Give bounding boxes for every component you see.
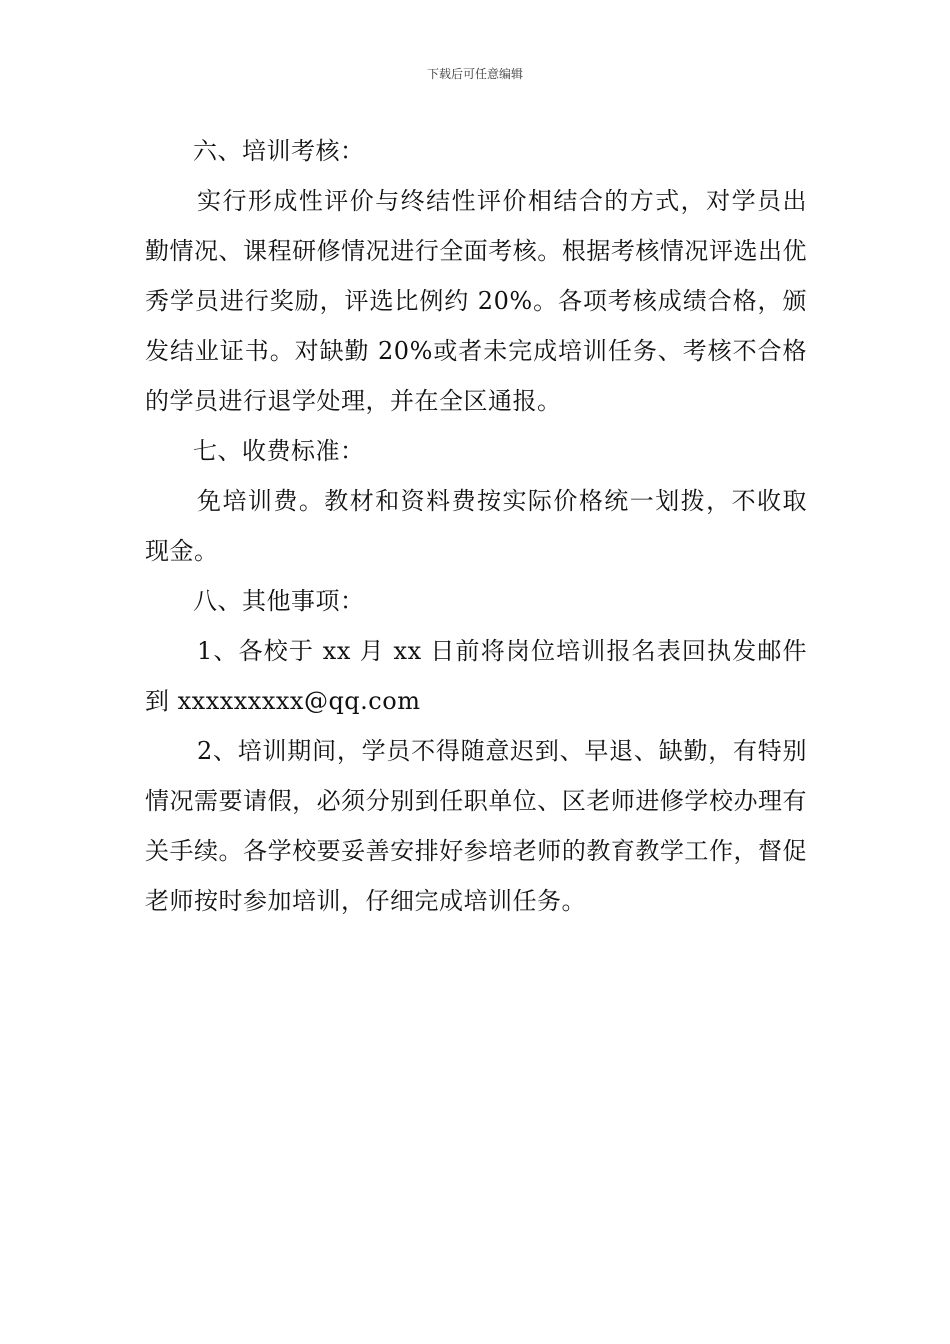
paragraph-registration: 1、各校于 xx 月 xx 日前将岗位培训报名表回执发邮件到 xxxxxxxxx@qq.com <box>145 637 807 715</box>
section-heading-fees: 七、收费标准： <box>193 437 365 465</box>
section-heading-assessment: 六、培训考核： <box>193 137 365 165</box>
section-heading-other-matters: 八、其他事项： <box>193 587 365 615</box>
page-header-note: 下载后可任意编辑 <box>426 67 523 81</box>
paragraph-assessment: 实行形成性评价与终结性评价相结合的方式，对学员出勤情况、课程研修情况进行全面考核。根据考核情况评选出优秀学员进行奖励，评选比例约 20%。各项考核成绩合格，颁发结业证书。对缺勤 20%或者未完成培训任务、考核不合格的学员进行退学处理，并在全区通报。 <box>145 187 807 415</box>
paragraph-attendance: 2、培训期间，学员不得随意迟到、早退、缺勤，有特别情况需要请假，必须分别到任职单位、区老师进修学校办理有关手续。各学校要妥善安排好参培老师的教育教学工作，督促老师按时参加培训，仔细完成培训任务。 <box>145 737 807 915</box>
document-body <box>145 126 807 926</box>
paragraph-fees: 免培训费。教材和资料费按实际价格统一划拨，不收取现金。 <box>145 487 807 565</box>
